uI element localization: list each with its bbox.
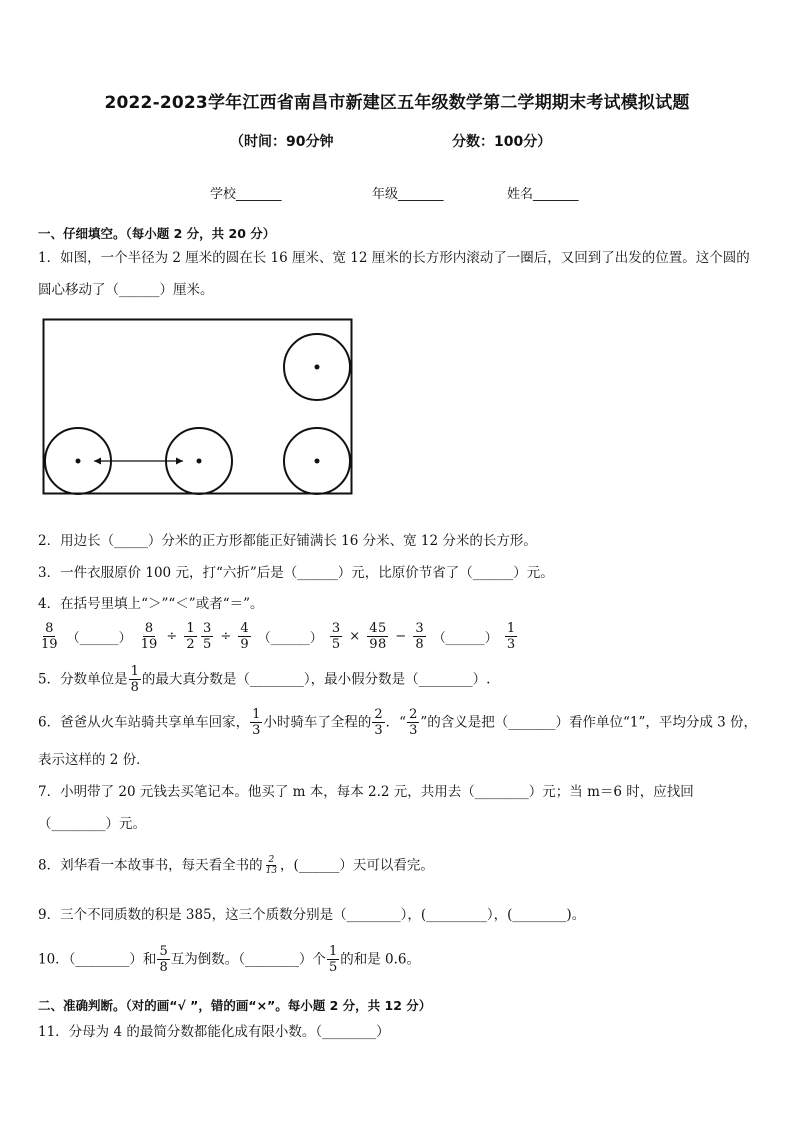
answer-blank: （______） — [66, 631, 132, 646]
circle-center-dot — [76, 459, 81, 464]
exam-score: 分数：100分） — [452, 134, 552, 150]
question-3: 3．一件衣服原价 100 元，打“六折”后是（______）元，比原价节省了（______）元。 — [38, 565, 554, 581]
circle-center-dot — [315, 459, 320, 464]
question-4-compare-c — [375, 621, 518, 652]
fraction: $\frac{8}{19}$ — [140, 621, 158, 652]
fraction: $\frac{1}{5}$ — [328, 944, 338, 975]
section-heading-2: 二、准确判断。（对的画“√ ”，错的画“×”。每小题 2 分，共 12 分） — [38, 998, 432, 1013]
answer-blank: （______） — [432, 631, 498, 646]
question-2: 2．用边长（_____）分米的正方形都能正好铺满长 16 分米、宽 12 分米的长方形。 — [38, 533, 537, 549]
question-11: 11．分母为 4 的最简分数都能化成有限小数。（________） — [38, 1024, 390, 1040]
circle-center-dot — [197, 459, 202, 464]
operator: ÷ — [166, 629, 178, 644]
question-7-line2: （________）元。 — [38, 816, 146, 832]
fraction: $\frac{1}{3}$ — [506, 621, 516, 652]
fraction: $\frac{3}{5}$ — [203, 621, 212, 652]
answer-blank: （______） — [257, 631, 323, 646]
question-4-compare-b — [200, 621, 381, 652]
question-4-intro: 4．在括号里填上“＞”“＜”或者“＝”。 — [38, 596, 264, 612]
fraction: $\frac{3}{5}$ — [331, 621, 341, 652]
page-title: 2022-2023学年江西省南昌市新建区五年级数学第二学期期末考试模拟试题 — [104, 93, 690, 113]
fraction: $\frac{4}{9}$ — [369, 621, 378, 652]
fraction: $\frac{5}{8}$ — [159, 944, 168, 975]
question-1-line2: 圆心移动了（______）厘米。 — [38, 282, 214, 298]
rectangle-outline — [44, 320, 352, 494]
section-heading-1: 一、仔细填空。（每小题 2 分，共 20 分） — [38, 226, 276, 241]
school-field: 学校_______ — [210, 187, 282, 202]
question-10: 10．（________）和 $\frac{5}{8}$ 互为倒数。（________）个 $\frac{1}{5}$ 的和是 0.6。 — [38, 944, 421, 975]
grade-field: 年级_______ — [372, 187, 444, 202]
fraction: $\frac{1}{3}$ — [252, 707, 261, 738]
question-6-line2: 表示这样的 2 份． — [38, 752, 150, 768]
operator: × — [349, 629, 361, 644]
fraction: $\frac{1}{8}$ — [130, 664, 139, 695]
fraction: $\frac{2}{3}$ — [374, 707, 383, 738]
question-7-line1: 7．小明带了 20 元钱去买笔记本。他买了 m 本，每本 2.2 元，共用去（________）元；当 m＝6 时，应找回 — [38, 784, 694, 800]
fraction: $\frac{1}{2}$ — [186, 621, 195, 652]
operator: ÷ — [220, 629, 232, 644]
question-8: 8．刘华看一本故事书，每天看全书的 $\frac{2}{13}$ ，(______）天可以看完。 — [38, 855, 434, 876]
question-1-line1: 1．如图，一个半径为 2 厘米的圆在长 16 厘米、宽 12 厘米的长方形内滚动了一圈后，又回到了出发的位置。这个圆的 — [38, 250, 750, 266]
circle-rectangle-figure — [40, 316, 356, 498]
fraction: $\frac{2}{3}$ — [409, 707, 418, 738]
name-field: 姓名_______ — [507, 187, 579, 202]
arrow-left-head — [94, 458, 101, 465]
fraction: $\frac{4}{9}$ — [240, 621, 249, 652]
fraction: $\frac{3}{8}$ — [415, 621, 424, 652]
exam-time: （时间：90分钟 — [230, 134, 334, 150]
question-5: 5．分数单位是 $\frac{1}{8}$ 的最大真分数是（________），最小假分数是（________）. — [38, 664, 491, 695]
operator: − — [395, 629, 407, 644]
arrow-right-head — [176, 458, 183, 465]
fraction: $\frac{8}{19}$ — [41, 621, 58, 652]
question-9: 9．三个不同质数的积是 385，这三个质数分别是（________），(_________），(________)。 — [38, 907, 586, 923]
question-4-compare-a — [38, 621, 198, 652]
circle-center-dot — [315, 365, 320, 370]
fraction: $\frac{2}{13}$ — [265, 855, 278, 876]
fraction: $\frac{5}{8}$ — [378, 621, 387, 652]
question-6-line1: 6．爸爸从火车站骑共享单车回家， $\frac{1}{3}$ 小时骑车了全程的 $\frac{2}{3}$ ．“ $\frac{2}{3}$ ”的含义是把（_______）看作单位“1”，平均分成 3 份， — [38, 707, 758, 738]
